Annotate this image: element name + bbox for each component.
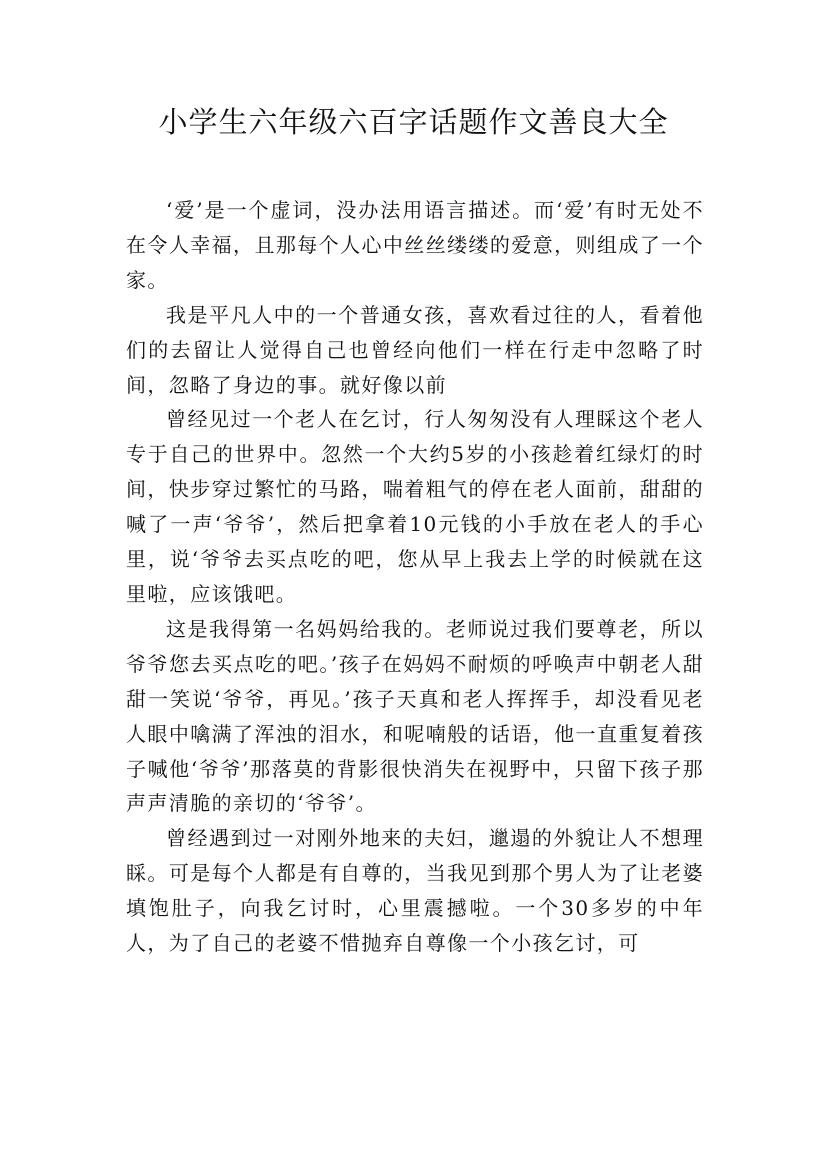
paragraph: 曾经遇到过一对刚外地来的夫妇，邋遢的外貌让人不想理睬。可是每个人都是有自尊的，当我见到那个男人为了让老婆填饱肚子，向我乞讨时，心里震撼啦。一个30多岁的中年人，为了自己的老婆不惜抛弃自尊像一个小孩乞讨，可 — [126, 826, 704, 956]
document-body — [126, 193, 704, 961]
paragraph: 我是平凡人中的一个普通女孩，喜欢看过往的人，看着他们的去留让人觉得自己也曾经向他们一样在行走中忽略了时间，忽略了身边的事。就好像以前 — [126, 302, 704, 397]
paragraph: 这是我得第一名妈妈给我的。老师说过我们要尊老，所以爷爷您去买点吃的吧。’孩子在妈妈不耐烦的呼唤声中朝老人甜甜一笑说‘爷爷，再见。’孩子天真和老人挥挥手，却没看见老人眼中噙满了浑浊的泪水，和呢喃般的话语，他一直重复着孩子喊他‘爷爷’那落莫的背影很快消失在视野中，只留下孩子那声声清脆的亲切的‘爷爷’。 — [126, 616, 704, 816]
document-title: 小学生六年级六百字话题作文善良大全 — [158, 105, 669, 139]
paragraph: ‘爱’是一个虚词，没办法用语言描述。而‘爱’有时无处不在令人幸福，且那每个人心中丝丝缕缕的爱意，则组成了一个家。 — [126, 198, 704, 292]
paragraph: 曾经见过一个老人在乞讨，行人匆匆没有人理睬这个老人专于自己的世界中。忽然一个大约5岁的小孩趁着红绿灯的时间，快步穿过繁忙的马路，喘着粗气的停在老人面前，甜甜的喊了一声‘爷爷’，然后把拿着10元钱的小手放在老人的手心里，说‘爷爷去买点吃的吧，您从早上我去上学的时候就在这里啦，应该饿吧。 — [126, 407, 704, 606]
